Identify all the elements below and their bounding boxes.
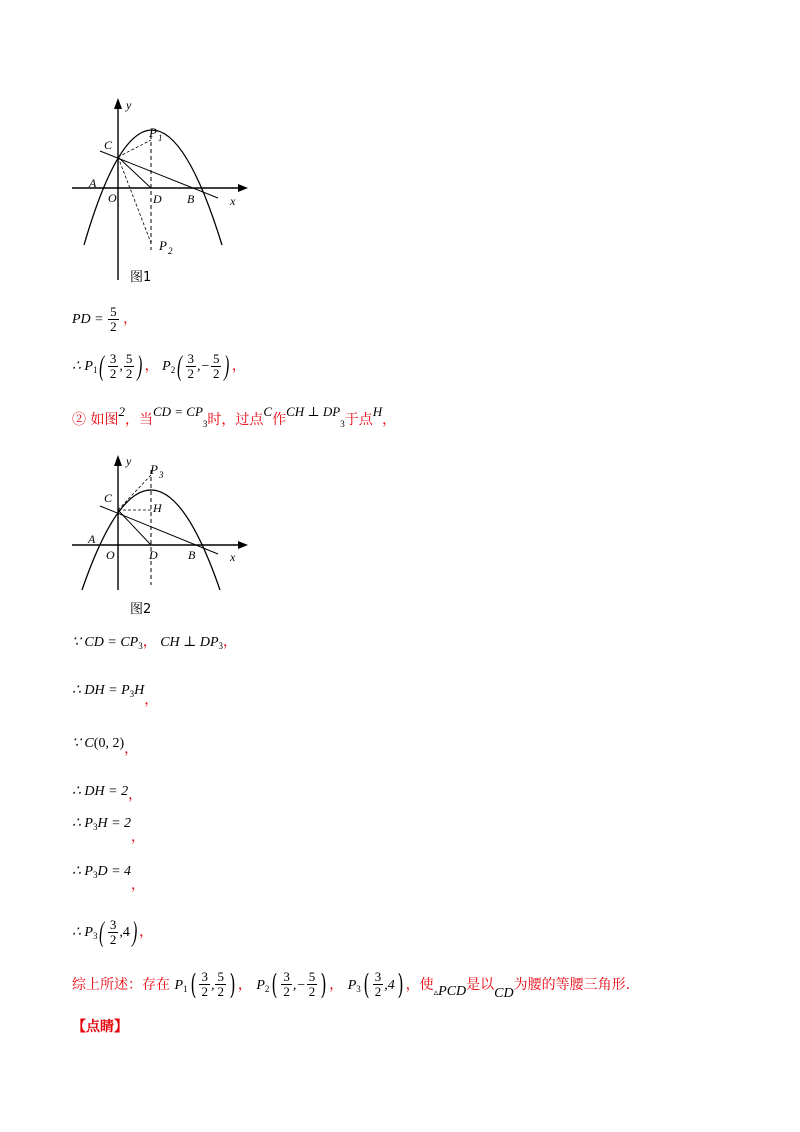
line-s5: ∴ $P_3H = 2$， [72, 816, 146, 845]
line-pd: PD = $\frac{5}{2}$ ， [72, 304, 138, 335]
x-axis-arrow [238, 184, 248, 192]
label-d: D [149, 548, 158, 562]
line-p1-p2: ∴ $P_1$( $\frac{3}{2}$ , $\frac{5}{2}$ ) ， $P_2$( $\frac{3}{2}$ ,− $\frac{5}{2}$ ) ， [72, 350, 246, 382]
figure-1 [70, 95, 250, 295]
label-x: x [230, 194, 236, 208]
dianjing-heading: 【点睛】 [72, 1019, 128, 1035]
segment-cp3 [118, 475, 151, 510]
label-o: O [108, 191, 117, 205]
label-p3: P [150, 462, 158, 477]
figure-2 [70, 450, 250, 620]
line-s6: ∴ $P_3D = 4$， [72, 864, 146, 893]
label-x: x [230, 550, 236, 564]
line-s4: ∴ DH = 2， [72, 784, 143, 803]
line-s3: ∵ C(0, 2)， [72, 736, 139, 757]
label-b: B [188, 548, 196, 562]
y-axis-arrow [114, 455, 122, 466]
figure-1-caption: 图1 [130, 270, 152, 285]
figure-2-caption: 图2 [130, 602, 152, 617]
label-p2-sub: 2 [168, 246, 173, 256]
label-p1: P [149, 125, 157, 140]
label-a: A [88, 532, 96, 546]
line-p3: ∴ $P_3$( $\frac{3}{2}$ ,4) ， [72, 916, 154, 948]
y-axis-arrow [114, 98, 122, 109]
label-c: C [104, 138, 113, 152]
segment-cd [118, 157, 151, 188]
x-axis-arrow [238, 541, 248, 549]
label-c: C [104, 491, 113, 505]
label-y: y [126, 98, 132, 112]
segment-cp1 [118, 140, 151, 157]
label-b: B [187, 192, 195, 206]
line-s1: ∵ CD = $CP_3$， CH ⊥ $DP_3$， [72, 635, 237, 651]
label-p3-sub: 3 [159, 470, 164, 480]
label-p2: P [159, 238, 167, 253]
segment-cd [118, 510, 151, 545]
line-s2: ∴ DH = $P_3H$， [72, 683, 159, 708]
line-summary: 综上所述：存在 $P_1$( $\frac{3}{2}$ , $\frac{5}{2}$ ) ， $P_2$( $\frac{3}{2}$ ,− $\frac{5}{2}$ ) ， $P_3$( $\frac{3}{2}$ ,4) ，使$_▵$PCD是以CD为腰的等腰三角形. [72, 967, 631, 1001]
label-h: H [153, 501, 162, 515]
segment-cp2 [118, 157, 151, 243]
label-p1-sub: 1 [158, 133, 163, 143]
label-y: y [126, 454, 132, 468]
label-d: D [153, 192, 162, 206]
label-a: A [89, 176, 97, 190]
label-o: O [106, 548, 115, 562]
line-case2: ② 如图2，当CD = $CP_3$时，过点C作CH ⊥ $DP_3$于点H， [72, 404, 397, 429]
